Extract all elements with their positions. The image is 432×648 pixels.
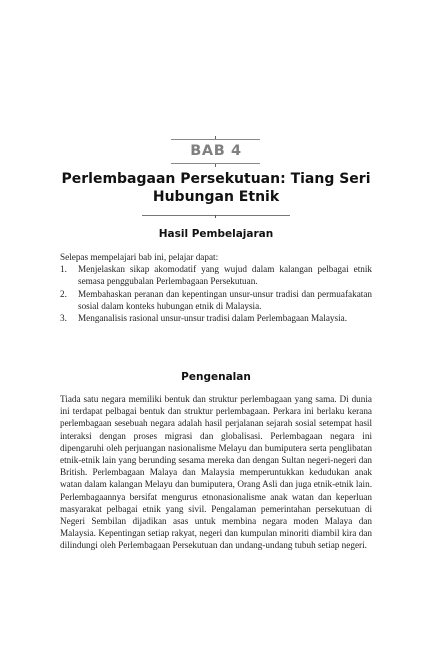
chapter-title — [60, 170, 372, 206]
outcome-item: 1. Menjelaskan sikap akomodatif yang wujud dalam kalangan pelbagai etnik semasa penggubalan Perlembagaan Persekutuan. — [60, 264, 372, 287]
rule-tick — [215, 136, 216, 139]
learning-outcomes — [60, 251, 372, 324]
title-divider — [142, 215, 290, 216]
rule-tick — [215, 215, 216, 218]
learning-outcomes-heading: Hasil Pembelajaran — [158, 228, 274, 240]
outcome-item: 2. Membahaskan peranan dan kepentingan unsur-unsur tradisi dan permuafakatan sosial dalam konteks hubungan etnik di Malaysia. — [60, 288, 372, 311]
outcome-item: 3. Menganalisis rasional unsur-unsur tradisi dalam Perlembagaan Malaysia. — [60, 313, 347, 324]
chapter-title-line-2: Hubungan Etnik — [152, 189, 280, 205]
chapter-label: BAB 4 — [190, 143, 242, 159]
chapter-title-line-1: Perlembagaan Persekutuan: Tiang Seri — [61, 171, 371, 187]
introduction-heading: Pengenalan — [181, 371, 251, 383]
chapter-rule-top — [171, 139, 260, 140]
chapter-rule-bottom — [171, 163, 260, 164]
outcomes-intro: Selepas mempelajari bab ini, pelajar dapat: — [60, 252, 219, 262]
outcomes-list — [60, 263, 372, 324]
introduction-paragraph: Tiada satu negara memiliki bentuk dan struktur perlembagaan yang sama. Di dunia ini terdapat pelbagai bentuk dan struktur perlembagaan. Perkara ini berlaku kerana perlembagaan sesebuah negara adalah hasil perjalanan sejarah sosial setempat hasil interaksi dengan proses migrasi dan globalisasi. Perlembagaan negara ini dipengaruhi oleh perjuangan nasionalisme Melayu dan bumiputera serta penglibatan etnik-etnik lain yang berunding sesama mereka dan dengan Sultan negeri-negeri dan British. Perlembagaan Malaya dan Malaysia memperuntukkan kedudukan anak watan dalam kalangan Melayu dan bumiputera, Orang Asli dan juga etnik-etnik lain. Perlembagaannya bersifat mengurus etnonasionalisme anak watan dan keperluan masyarakat pelbagai etnik yang sivil. Pengalaman pemerintahan persekutuan di Negeri Sembilan dijadikan asas untuk membina negara moden Malaya dan Malaysia. Kepentingan setiap rakyat, negeri dan kumpulan minoriti diambil kira dan dilindungi oleh Perlembagaan Persekutuan dan undang-undang tubuh setiap negeri. — [60, 394, 372, 551]
rule-tick — [215, 164, 216, 167]
